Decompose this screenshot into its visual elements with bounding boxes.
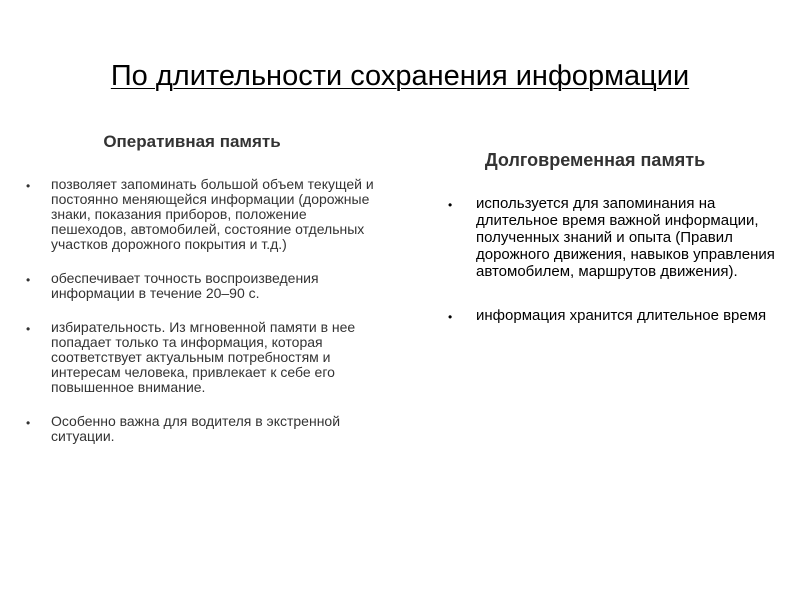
list-item-text: обеспечивает точность воспроизведения информации в течение 20–90 с. [51, 270, 319, 301]
list-item-text: позволяет запоминать большой объем текущей и постоянно меняющейся информации (дорожные знаки, показания приборов, положение пешеходов, автомобилей, состояние отдельных участков дорожного покрытия и т.д.) [51, 176, 374, 252]
list-item-text: информация хранится длительное время [476, 307, 767, 324]
short-term-memory-heading: Оперативная память [103, 132, 281, 151]
bullet-icon: • [26, 416, 31, 430]
long-term-memory-column [440, 148, 780, 351]
list-item [26, 320, 376, 395]
bullet-icon: • [448, 198, 453, 212]
list-item [26, 414, 376, 444]
list-item [26, 177, 376, 252]
long-term-memory-list [440, 195, 780, 324]
bullet-icon: • [26, 273, 31, 287]
list-item-text: Особенно важна для водителя в экстренной ситуации. [51, 413, 341, 444]
list-item-text: избирательность. Из мгновенной памяти в нее попадает только та информация, которая соответствует актуальным потребностям и интересам человека, привлекает к себе его повышенное внимание. [51, 319, 356, 395]
list-item [440, 195, 780, 280]
long-term-memory-heading: Долговременная память [484, 150, 706, 170]
list-item [440, 307, 780, 324]
slide-title: По длительности сохранения информации [110, 60, 690, 92]
bullet-icon: • [26, 322, 31, 336]
list-item-text: используется для запоминания на длительное время важной информации, полученных знаний и опыта (Правил дорожного движения, навыков управления автомобилем, маршрутов движения). [476, 195, 775, 280]
short-term-memory-list [26, 177, 376, 444]
list-item [26, 271, 376, 301]
bullet-icon: • [448, 310, 453, 324]
short-term-memory-column [26, 130, 376, 463]
bullet-icon: • [26, 179, 31, 193]
